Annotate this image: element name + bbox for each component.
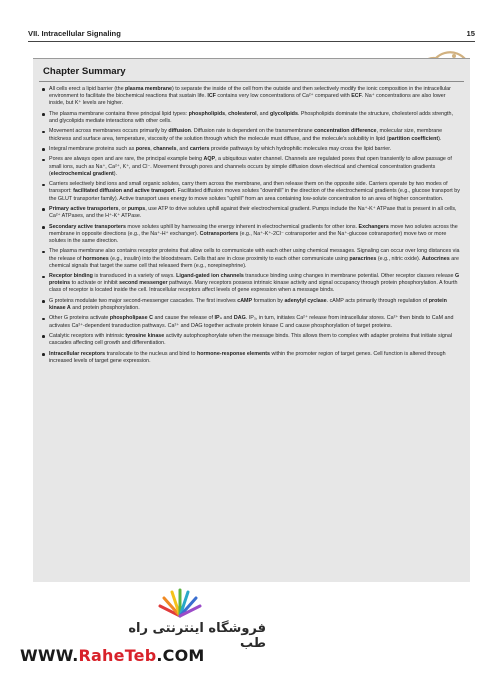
bullet-text: . cAMP acts primarily through regulation of — [326, 297, 429, 304]
bullet-text: provide pathways by which hydrophilic molecules may cross the lipid barrier. — [209, 145, 392, 152]
bold-term: AQP — [203, 156, 216, 163]
bullet-text: (e.g., Na⁺-K⁺-2Cl⁻ cotransporter and the Na⁺-glucose cotransporter) move two or more solutes in the same direction. — [49, 230, 447, 244]
bullet-text: Pores are always open and are rare, the principal example being — [49, 156, 204, 163]
bold-term: Autocrines — [421, 255, 450, 262]
bullet-text: to activate or inhibit — [70, 280, 120, 287]
summary-bullet — [41, 351, 462, 365]
bullet-text: pathways. Many receptors possess intrinsic kinase activity and signal occupancy through protein phosphorylation. A fourth class of receptor is located inside the cell. Intracellular receptors affect levels of gene expression when a message binds. — [49, 280, 458, 294]
bullet-text: ) to separate the inside of the cell from the outside and then selectively modify the ionic composition in the intracellular environment to facilitate the biochemical reactions that sustain life. — [49, 86, 451, 100]
title-rule — [39, 81, 464, 82]
bold-term: plasma membrane — [125, 86, 172, 92]
bullet-text: and cause the release of — [152, 315, 215, 322]
bold-term: partition coefficient — [388, 135, 439, 142]
bullet-text: . Facilitated diffusion moves solutes "downhill" in the direction of the electrochemical gradients (e.g., glucose transport by the GLUT transporter family). Active transport uses energy to move solutes "uphill" from an area containing low-solute concentration to an area of higher concentration. — [49, 188, 460, 202]
bullet-text: All cells erect a lipid barrier (the — [49, 86, 126, 92]
bold-term: channels — [153, 145, 177, 152]
bullet-text: . Na⁺ concentrations are also lower inside, but K⁺ levels are higher. — [49, 93, 446, 107]
bullet-text: within the promoter region of target genes. Cell function is altered through increased levels of target gene expression. — [49, 350, 446, 364]
bold-term: electrochemical gradient — [50, 170, 114, 177]
summary-bullet — [41, 181, 462, 202]
summary-bullet — [41, 111, 462, 125]
store-branding — [18, 588, 278, 684]
bold-term: pumps — [127, 205, 146, 212]
bullet-text: The plasma membrane contains three principal lipid types: — [49, 110, 189, 117]
summary-bullet — [41, 315, 462, 329]
bold-term: adenylyl cyclase — [284, 297, 327, 304]
bold-term: tyrosine kinase — [125, 333, 165, 340]
store-name-persian: فروشگاه اینترنتی راه طب — [128, 621, 266, 651]
header-rule — [28, 41, 475, 42]
bold-term: ICF — [207, 93, 216, 100]
bullet-text: (e.g., insulin) into the bloodstream. Cells that are in close proximity to each other communicate using — [108, 255, 350, 262]
bold-term: Cotransporters — [199, 230, 239, 237]
store-url — [20, 646, 205, 665]
bold-term: G proteins — [49, 273, 460, 287]
bold-term: carriers — [189, 145, 210, 152]
bold-term: facilitated diffusion and active transport — [73, 188, 175, 195]
bullet-text: move solutes uphill by harnessing the energy inherent in electrochemical gradients for other ions. — [125, 223, 359, 230]
bullet-text: , — [225, 110, 229, 117]
summary-bullet — [41, 248, 462, 269]
bold-term: hormones — [82, 255, 109, 262]
bullet-text: , a ubiquitous water channel. Channels are regulated pores that open transiently to allow passage of small ions, such as Na⁺, Ca²⁺, K⁺, and Cl⁻. Movement through pores and channels occurs by simple diffusion down electrical and chemical concentration gradients ( — [49, 156, 452, 177]
section-title: VII. Intracellular Signaling — [28, 29, 121, 38]
bullet-text: translocate to the nucleus and bind to — [105, 350, 197, 357]
bullet-text: formation by — [252, 297, 285, 304]
bullet-text: Carriers selectively bind ions and small organic solutes, carry them across the membrane, and then release them on the opposite side. Carriers operate by two modes of transport: — [49, 181, 448, 195]
summary-bullet — [41, 224, 462, 245]
summary-bullet — [41, 298, 462, 312]
bullet-text: and protein phosphorylation. — [70, 305, 140, 312]
bullet-text: , and — [176, 145, 190, 152]
bullet-text: ). — [113, 170, 118, 177]
bold-term: concentration difference — [314, 128, 377, 135]
bullet-text: . IP₃, in turn, initiates Ca²⁺ release from intracellular stores. Ca²⁺ then binds to CaM and activates Ca²⁺-dependent transduction pathways. Ca²⁺ and DAG together activate protein kinase C and cause phosphorylation of target proteins. — [49, 315, 454, 329]
summary-bullet — [41, 86, 462, 107]
bullet-text: G proteins modulate two major second-messenger cascades. The first involves — [49, 297, 238, 304]
bullet-text: are chemical signals that target the same cell that released them (e.g., norepinephrine). — [49, 255, 459, 269]
bold-term: hormone-response elements — [196, 350, 270, 357]
url-prefix: WWW. — [20, 646, 79, 665]
url-brand: RaheTeb — [78, 646, 157, 665]
bold-term: Exchangers — [358, 223, 389, 230]
bullet-text: . Diffusion rate is dependent on the transmembrane — [190, 128, 315, 135]
bold-term: Intracellular receptors — [49, 350, 106, 357]
bold-term: Receptor binding — [49, 273, 93, 280]
bold-term: Ligand-gated ion channels — [176, 273, 244, 280]
bullet-text: transduce binding using changes in membrane potential. Other receptor classes release — [243, 273, 456, 280]
bullet-text: Other G proteins activate — [49, 315, 110, 322]
bold-term: DAG — [233, 315, 246, 322]
bullet-text: Movement across membranes occurs primarily by — [49, 128, 169, 135]
chapter-summary-box — [33, 58, 470, 582]
bullet-text: The plasma membrane also contains receptor proteins that allow cells to communicate with each other using chemical messages. Signaling can occur over long distances via the release of — [49, 248, 460, 262]
bullet-text: ). — [438, 135, 442, 142]
bullet-text: , use ATP to drive solutes uphill against their electrochemical gradient. Pumps include the Na⁺-K⁺ ATPase that is present in all cells, Ca²⁺ ATPases, and the H⁺-K⁺ ATPase. — [49, 205, 457, 220]
book-fan-logo-icon — [152, 588, 208, 618]
bullet-text: (e.g., nitric oxide). — [376, 255, 422, 262]
bullet-text: activity autophosphorylate when the message binds. This allows them to complex with adapter proteins that initiate signal cascades affecting cell growth and differentiation. — [49, 333, 452, 347]
bullet-text: Integral membrane proteins such as — [49, 145, 136, 152]
summary-bullet — [41, 273, 462, 294]
page-number: 15 — [466, 29, 475, 38]
bullet-text: is transduced in a variety of ways. — [92, 273, 177, 280]
bold-term: protein kinase A — [49, 297, 447, 312]
bullet-text: , — [150, 145, 154, 152]
summary-bullet — [41, 146, 462, 153]
bullet-text: , and — [256, 110, 270, 117]
running-header — [28, 27, 475, 41]
bullet-text: and — [221, 315, 234, 322]
summary-bullet — [41, 333, 462, 347]
url-suffix: .COM — [156, 646, 205, 665]
bold-term: paracrines — [349, 255, 377, 262]
bullet-text: , or — [118, 205, 128, 212]
bold-term: ECF — [351, 93, 362, 100]
summary-bullet-list — [41, 86, 462, 368]
bullet-text: move two solutes across the membrane in opposite directions (e.g., the Na⁺-H⁺ exchanger). — [49, 223, 458, 237]
bullet-text: Catalytic receptors with intrinsic — [49, 333, 126, 340]
bold-term: pores — [135, 145, 151, 152]
summary-bullet — [41, 156, 462, 177]
bullet-text: . Phospholipids dominate the structure, cholesterol adds strength, and glycolipids mediate interactions with other cells. — [49, 110, 453, 124]
bold-term: glycolipids — [270, 110, 298, 117]
bold-term: Secondary active transporters — [49, 223, 126, 230]
bold-term: phospholipids — [188, 110, 226, 117]
bold-term: IP₃ — [214, 315, 222, 322]
summary-bullet — [41, 206, 462, 220]
bold-term: cholesterol — [228, 110, 257, 117]
chapter-summary-title: Chapter Summary — [43, 66, 126, 77]
bold-term: diffusion — [168, 128, 191, 135]
bold-term: second messenger — [119, 280, 168, 287]
bold-term: Primary active transporters — [49, 205, 119, 212]
bullet-text: , molecular size, membrane thickness and surface area, temperature, viscosity of the solution through which the molecule must diffuse, and the molecule's solubility in lipid ( — [49, 128, 443, 142]
bullet-text: contains very low concentrations of Ca²⁺ compared with — [215, 93, 352, 100]
bold-term: cAMP — [237, 297, 253, 304]
summary-bullet — [41, 128, 462, 142]
bold-term: phospholipase C — [109, 315, 153, 322]
